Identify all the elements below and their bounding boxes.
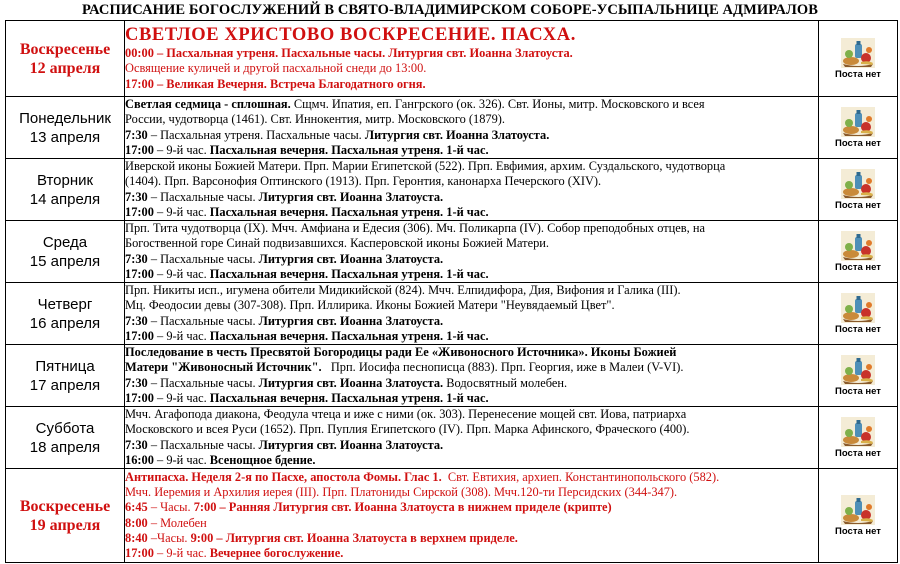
day-cell (6, 345, 125, 407)
service-time: 7:30 (125, 437, 148, 452)
day-date: 18 апреля (29, 438, 101, 456)
service-time: 7:30 (125, 127, 148, 142)
service-liturgy: 9:00 – Литургия свт. Иоанна Златоуста в верхнем приделе. (190, 530, 518, 545)
service-text: – Часы. (147, 500, 194, 515)
service-line: 17:00 – Великая Вечерня. Встреча Благодатного огня. (125, 76, 426, 91)
table-row (6, 345, 898, 407)
service-liturgy: Литургия свт. Иоанна Златоуста. (258, 313, 444, 328)
saints-commemoration: Прп. Иосифа песнописца (883). Прп. Георгия, иже в Малеи (V-VI). (321, 360, 684, 375)
saints-commemoration: Иверской иконы Божией Матери. Прп. Марии Египетской (522). Прп. Евфимия, архим. Суздальского, чудотворца (125, 159, 726, 174)
table-row (6, 469, 898, 563)
fast-cell (819, 21, 898, 97)
day-cell (6, 97, 125, 159)
day-date: 15 апреля (29, 252, 101, 270)
day-name: Воскресенье (19, 497, 111, 515)
food-basket-icon (841, 107, 875, 137)
food-basket-icon (841, 169, 875, 199)
fast-label: Поста нет (835, 137, 881, 149)
table-row (6, 159, 898, 221)
saints-commemoration: России, чудотворца (1461). Свт. Иннокентия, митр. Московского (1879). (125, 112, 506, 127)
service-liturgy: Литургия свт. Иоанна Златоуста. (258, 251, 444, 266)
fast-label: Поста нет (835, 323, 881, 335)
service-text: – Пасхальная утреня. Пасхальные часы. (147, 127, 365, 142)
saints-commemoration: (1404). Прп. Варсонофия Оптинского (1913). Прп. Геронтия, канонарха Печерского (XIV). (125, 174, 602, 189)
table-row (6, 407, 898, 469)
fast-label: Поста нет (835, 68, 881, 80)
fast-cell (819, 469, 898, 563)
service-time: 7:30 (125, 313, 148, 328)
day-name: Среда (42, 233, 88, 251)
services-cell (125, 21, 819, 97)
services-cell (125, 345, 819, 407)
day-name: Воскресенье (19, 40, 111, 58)
service-text: – Пасхальные часы. (147, 251, 259, 266)
saints-commemoration: Мчч. Агафопода диакона, Феодула чтеца и иже с ними (ок. 303). Перенесение мощей свт. Иова, патриарха (125, 407, 687, 422)
food-basket-icon (841, 495, 875, 525)
day-date: 13 апреля (29, 128, 101, 146)
service-vespers: Пасхальная вечерня. Пасхальная утреня. 1-й час. (209, 266, 489, 281)
service-text: – Пасхальные часы. (147, 189, 259, 204)
services-cell (125, 221, 819, 283)
fast-label: Поста нет (835, 447, 881, 459)
service-text: – 9-й час. (153, 142, 210, 157)
service-time: 7:30 (125, 251, 148, 266)
service-time: 7:30 (125, 189, 148, 204)
service-text: – Пасхальные часы. (147, 375, 259, 390)
table-row (6, 283, 898, 345)
service-vespers: Пасхальная вечерня. Пасхальная утреня. 1-й час. (209, 328, 489, 343)
saints-commemoration: Прп. Никиты исп., игумена обители Мидикийской (824). Мчч. Елпидифора, Дия, Вифония и Галика (III). (125, 283, 681, 298)
service-vespers: Пасхальная вечерня. Пасхальная утреня. 1-й час. (209, 204, 489, 219)
feast-headline: СВЕТЛОЕ ХРИСТОВО ВОСКРЕСЕНИЕ. ПАСХА. (125, 25, 576, 46)
day-cell (6, 21, 125, 97)
service-text: – Молебен (147, 515, 207, 530)
service-liturgy: Литургия свт. Иоанна Златоуста. (364, 127, 550, 142)
day-cell (6, 221, 125, 283)
service-vigil: Всенощное бдение. (209, 452, 316, 467)
table-row (6, 21, 898, 97)
page-title: РАСПИСАНИЕ БОГОСЛУЖЕНИЙ В СВЯТО-ВЛАДИМИРСКОМ СОБОРЕ-УСЫПАЛЬНИЦЕ АДМИРАЛОВ (81, 2, 819, 18)
day-date: 17 апреля (29, 376, 101, 394)
service-text: – 9-й час. (153, 390, 210, 405)
service-time: 17:00 (125, 204, 154, 219)
service-text: – 9-й час. (153, 328, 210, 343)
service-text: – 9-й час. (153, 452, 210, 467)
fast-label: Поста нет (835, 261, 881, 273)
saints-commemoration: Светлая седмица - сплошная. (125, 97, 291, 112)
saints-commemoration: Матери "Живоносный Источник". (125, 360, 322, 375)
service-time: 6:45 (125, 500, 148, 515)
fast-label: Поста нет (835, 199, 881, 211)
service-liturgy: Литургия свт. Иоанна Златоуста. (258, 437, 444, 452)
day-date: 16 апреля (29, 314, 101, 332)
table-row (6, 97, 898, 159)
service-liturgy: 7:00 – Ранняя Литургия свт. Иоанна Златоуста в нижнем приделе (крипте) (193, 500, 612, 515)
service-text: –Часы. (147, 530, 191, 545)
saints-commemoration: Богоcтвенной горе Синай подвизавшихся. Касперовской иконы Божией Матери. (125, 236, 550, 251)
service-text: – Пасхальные часы. (147, 313, 259, 328)
service-line: Освящение куличей и другой пасхальной снеди до 13:00. (125, 61, 427, 76)
saints-commemoration: Сщмч. Ипатия, еп. Гангрского (ок. 326). Свт. Ионы, митр. Московского и всея (293, 97, 705, 112)
services-cell (125, 469, 819, 563)
day-cell (6, 283, 125, 345)
service-time: 17:00 (125, 328, 154, 343)
fast-cell (819, 97, 898, 159)
saints-commemoration: Мчч. Иеремия и Архилия иерея (III). Прп. Платониды Сирской (308). Мчч.120-ти Персидских (344-347). (125, 485, 678, 500)
food-basket-icon (841, 293, 875, 323)
day-name: Понедельник (19, 109, 111, 127)
service-vespers: Вечернее богослужение. (209, 545, 344, 560)
service-text: – 9-й час. (153, 266, 210, 281)
service-time: 8:40 (125, 530, 148, 545)
service-vespers: Пасхальная вечерня. Пасхальная утреня. 1-й час. (209, 142, 489, 157)
service-time: 17:00 (125, 266, 154, 281)
services-cell (125, 97, 819, 159)
day-date: 14 апреля (29, 190, 101, 208)
service-text: – 9-й час. (153, 545, 210, 560)
service-time: 16:00 (125, 452, 154, 467)
food-basket-icon (841, 231, 875, 261)
service-time: 17:00 (125, 545, 154, 560)
fast-cell (819, 407, 898, 469)
fast-label: Поста нет (835, 385, 881, 397)
saints-commemoration: Последование в честь Пресвятой Богородицы ради Ее «Живоносного Источника». Иконы Божией (125, 345, 677, 360)
day-date: 19 апреля (29, 516, 101, 534)
service-liturgy: Литургия свт. Иоанна Златоуста. (258, 189, 444, 204)
saints-commemoration: Прп. Тита чудотворца (IX). Мчч. Амфиана и Едесия (306). Мч. Поликарпа (IV). Собор преподобных отцев, на (125, 221, 705, 236)
service-text: – Пасхальные часы. (147, 437, 259, 452)
schedule-table (5, 20, 898, 563)
service-line: 00:00 – Пасхальная утреня. Пасхальные часы. Литургия свт. Иоанна Златоуста. (125, 46, 573, 61)
feast-headline: Антипасха. Неделя 2-я по Пасхе, апостола Фомы. Глас 1. (125, 469, 442, 484)
table-row (6, 221, 898, 283)
service-vespers: Пасхальная вечерня. Пасхальная утреня. 1-й час. (209, 390, 489, 405)
day-name: Четверг (37, 295, 93, 313)
fast-cell (819, 221, 898, 283)
day-name: Суббота (35, 419, 95, 437)
day-name: Вторник (36, 171, 94, 189)
service-liturgy: Литургия свт. Иоанна Златоуста. (258, 375, 444, 390)
service-time: 7:30 (125, 375, 148, 390)
fast-cell (819, 345, 898, 407)
service-text: – 9-й час. (153, 204, 210, 219)
day-cell (6, 159, 125, 221)
service-time: 17:00 (125, 142, 154, 157)
fast-cell (819, 159, 898, 221)
saints-commemoration: Московского и всея Руси (1652). Прп. Пуплия Египетского (IV). Прп. Марка Афинского, Фраческого (400). (125, 422, 690, 437)
saints-commemoration: Свт. Евтихия, архиеп. Константинопольского (582). (441, 469, 720, 484)
day-cell (6, 407, 125, 469)
day-name: Пятница (35, 357, 95, 375)
food-basket-icon (841, 38, 875, 68)
service-time: 8:00 (125, 515, 148, 530)
service-time: 17:00 (125, 390, 154, 405)
service-text: Водосвятный молебен. (443, 375, 568, 390)
fast-cell (819, 283, 898, 345)
day-date: 12 апреля (29, 59, 101, 77)
services-cell (125, 407, 819, 469)
services-cell (125, 159, 819, 221)
food-basket-icon (841, 417, 875, 447)
day-cell (6, 469, 125, 563)
food-basket-icon (841, 355, 875, 385)
saints-commemoration: Мц. Феодосии девы (307-308). Прп. Иллирика. Иконы Божией Матери "Неувядаемый Цвет". (125, 298, 615, 313)
fast-label: Поста нет (835, 525, 881, 537)
services-cell (125, 283, 819, 345)
